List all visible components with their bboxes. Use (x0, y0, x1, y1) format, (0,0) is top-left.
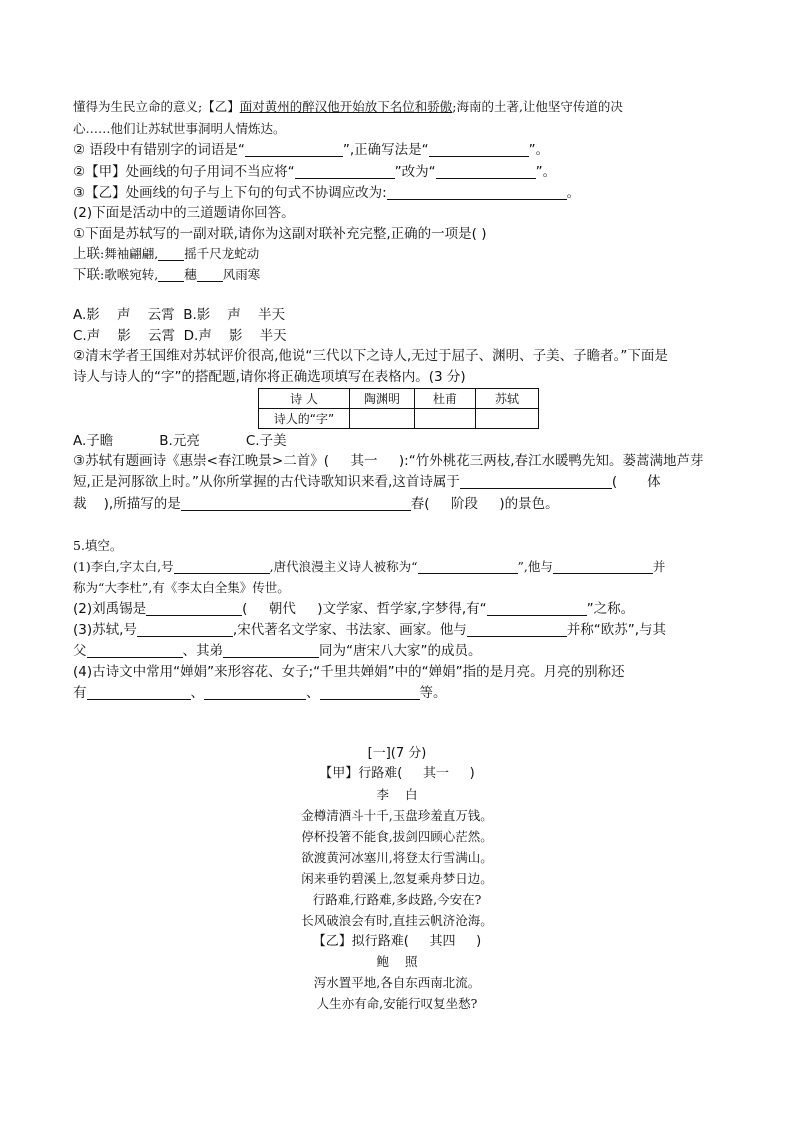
underlined-sentence: 面对黄州的醉汉他开始放下名位和骄傲 (239, 99, 453, 114)
answer-blank[interactable] (137, 621, 233, 637)
question-text: 春( 阶段 )的景色。 (410, 496, 559, 512)
question-sentence-pattern (73, 183, 580, 203)
answer-blank[interactable] (429, 141, 529, 157)
couplet-text: 风雨寒 (222, 267, 261, 282)
fill-text: ”,他与 (517, 559, 553, 574)
poem-2-line: 人生亦有命,安能行叹复坐愁? (316, 996, 478, 1011)
answer-blank[interactable] (181, 495, 411, 511)
fill-text: 父 (73, 643, 87, 659)
poem-1-line: 金樽清酒斗十千,玉盘珍羞直万钱。 (301, 808, 493, 823)
fill-text: 并称“欧苏”,与其 (566, 622, 666, 638)
fill-text: 、其弟 (182, 643, 223, 659)
question-text: ”。 (535, 164, 557, 180)
question-text: ( 体 (611, 474, 661, 490)
fill-text: ,唐代浪漫主义诗人被称为“ (269, 559, 418, 574)
poem-1-line: 停杯投箸不能食,拔剑四顾心茫然。 (301, 829, 493, 844)
poem-1-line: 欲渡黄河冰塞川,将登太行雪满山。 (301, 850, 493, 865)
intro-line-1 (73, 97, 623, 117)
fill-item-2 (73, 599, 634, 619)
poet-options (73, 431, 287, 451)
couplet-text: :舞袖翩翩, (100, 246, 159, 261)
poem-1-line: 长风破浪会有时,直挂云帆济沧海。 (301, 913, 493, 928)
answer-blank[interactable] (158, 245, 184, 261)
poem-question-line-3 (73, 494, 559, 514)
poet-name-table (258, 388, 539, 429)
intro-text: 懂得为生民立命的意义;【乙】 (73, 99, 240, 114)
question-text: 。 (566, 185, 581, 201)
couplet-upper (73, 244, 259, 264)
question-text: ”。 (528, 142, 550, 158)
question-text: ② 语段中有错别字的词语是“ (73, 142, 245, 158)
table-row (259, 389, 539, 409)
fill-text: (2)刘禹锡是 (73, 601, 147, 617)
answer-blank[interactable] (467, 621, 567, 637)
answer-blank[interactable] (460, 473, 612, 489)
answer-blank[interactable] (204, 684, 306, 700)
poem-question-line-1: ③苏轼有题画诗《惠崇<春江晚景>二首》( 其一 ):“竹外桃花三两枝,春江水暖鸭先知。蒌蒿满地芦芽 (73, 453, 704, 469)
answer-cell[interactable] (350, 409, 415, 429)
answer-blank[interactable] (418, 558, 518, 574)
couplet-question: ①下面是苏轼写的一副对联,请你为这副对联补充完整,正确的一项是( ) (73, 226, 487, 242)
question-text: 短,正是河豚欲上时。”从你所掌握的古代诗歌知识来看,这首诗属于 (73, 474, 460, 490)
poem-question-line-2 (73, 472, 661, 492)
couplet-text: :歌喉宛转, (100, 267, 159, 282)
fill-text: (3)苏轼,号 (73, 622, 137, 638)
answer-blank[interactable] (553, 558, 653, 574)
answer-blank[interactable] (158, 266, 184, 282)
answer-blank[interactable] (87, 642, 183, 658)
table-row (259, 409, 539, 429)
poem-2-line: 泻水置平地,各自东西南北流。 (313, 975, 481, 990)
option-row-cd: C.声 影 云霄 D.声 影 半天 (73, 328, 287, 344)
answer-blank[interactable] (487, 600, 587, 616)
fill-section-title: 5.填空。 (73, 538, 123, 553)
poet-question-line-2: 诗人与诗人的“字”的搭配题,请你将正确选项填写在表格内。(3 分) (73, 369, 466, 385)
fill-item-4: (4)古诗文中常用“婵娟”来形容花、女子;“千里共婵娟”中的“婵娟”指的是月亮。月亮的别称还 (73, 664, 625, 680)
fill-item-4-cont (73, 683, 447, 703)
option-row-ab: A.影 声 云霄 B.影 声 半天 (73, 307, 286, 323)
couplet-lower (73, 265, 260, 285)
fill-item-3-cont (73, 641, 482, 661)
answer-blank[interactable] (387, 184, 567, 200)
question-text: ③【乙】处画线的句子与上下句的句式不协调应改为: (73, 185, 387, 201)
table-header-cell: 陶渊明 (350, 389, 415, 409)
fill-item-1 (73, 557, 665, 577)
answer-cell[interactable] (476, 409, 539, 429)
fill-text: 等。 (419, 685, 447, 701)
answer-blank[interactable] (245, 141, 343, 157)
fill-text: 并 (652, 559, 666, 574)
answer-blank[interactable] (436, 163, 536, 179)
answer-blank[interactable] (320, 684, 420, 700)
fill-text: 同为“唐宋八大家”的成员。 (319, 643, 482, 659)
couplet-text: 摇千尺龙蛇动 (184, 246, 260, 261)
fill-text: ”之称。 (586, 601, 635, 617)
fill-text: 、 (190, 685, 204, 701)
fill-text: ( 朝代 )文学家、哲学家,字梦得,有“ (242, 601, 487, 617)
poem-1-author: 李 白 (376, 787, 418, 802)
couplet-label: 下联 (73, 267, 100, 283)
question-typo (73, 140, 549, 160)
option: C.子美 (245, 433, 287, 449)
question-word-usage (73, 162, 556, 182)
fill-item-1-cont: 称为“大李杜”,有《李太白全集》传世。 (73, 580, 290, 595)
table-header-cell: 杜甫 (415, 389, 476, 409)
answer-blank[interactable] (87, 684, 191, 700)
intro-text: ;海南的土著,让他坚守传道的决 (452, 99, 623, 114)
answer-blank[interactable] (295, 163, 395, 179)
poem-1-line: 行路难,行路难,多歧路,今安在? (312, 892, 482, 907)
poet-question-line-1: ②清末学者王国维对苏轼评价很高,他说“三代以下之诗人,无过于屈子、渊明、子美、子瞻者。”下面是 (73, 348, 668, 364)
answer-blank[interactable] (197, 266, 223, 282)
fill-text: ,宋代著名文学家、书法家、画家。他与 (232, 622, 467, 638)
answer-blank[interactable] (174, 558, 270, 574)
answer-blank[interactable] (146, 600, 242, 616)
section-heading: [一](7 分) (367, 746, 427, 761)
question-text: ”,正确写法是“ (342, 142, 429, 158)
question-text: ”改为“ (394, 164, 436, 180)
couplet-text: 穗 (184, 267, 197, 282)
poem-2-title: 【乙】拟行路难( 其四 ) (312, 934, 482, 949)
fill-text: (1)李白,字太白,号 (73, 559, 174, 574)
table-header-cell: 苏轼 (476, 389, 539, 409)
poem-1-title: 【甲】行路难( 其一 ) (319, 766, 475, 781)
fill-text: 、 (306, 685, 320, 701)
table-header-cell: 诗 人 (259, 389, 350, 409)
part-2-heading: (2)下面是活动中的三道题请你回答。 (73, 205, 295, 221)
answer-blank[interactable] (223, 642, 319, 658)
answer-cell[interactable] (415, 409, 476, 429)
poem-1-line: 闲来垂钓碧溪上,忽复乘舟梦日边。 (301, 871, 493, 886)
question-text: ②【甲】处画线的句子用词不当应将“ (73, 164, 295, 180)
poem-2-author: 鲍 照 (376, 954, 418, 969)
option: A.子瞻 (73, 433, 114, 449)
fill-item-3 (73, 620, 666, 640)
couplet-label: 上联 (73, 246, 100, 262)
intro-line-2: 心……他们让苏轼世事洞明人情炼达。 (73, 121, 286, 136)
fill-text: 有 (73, 685, 87, 701)
option: B.元亮 (159, 433, 200, 449)
question-text: 裁 ),所描写的是 (73, 496, 181, 512)
table-row-label: 诗人的“字” (259, 409, 350, 429)
